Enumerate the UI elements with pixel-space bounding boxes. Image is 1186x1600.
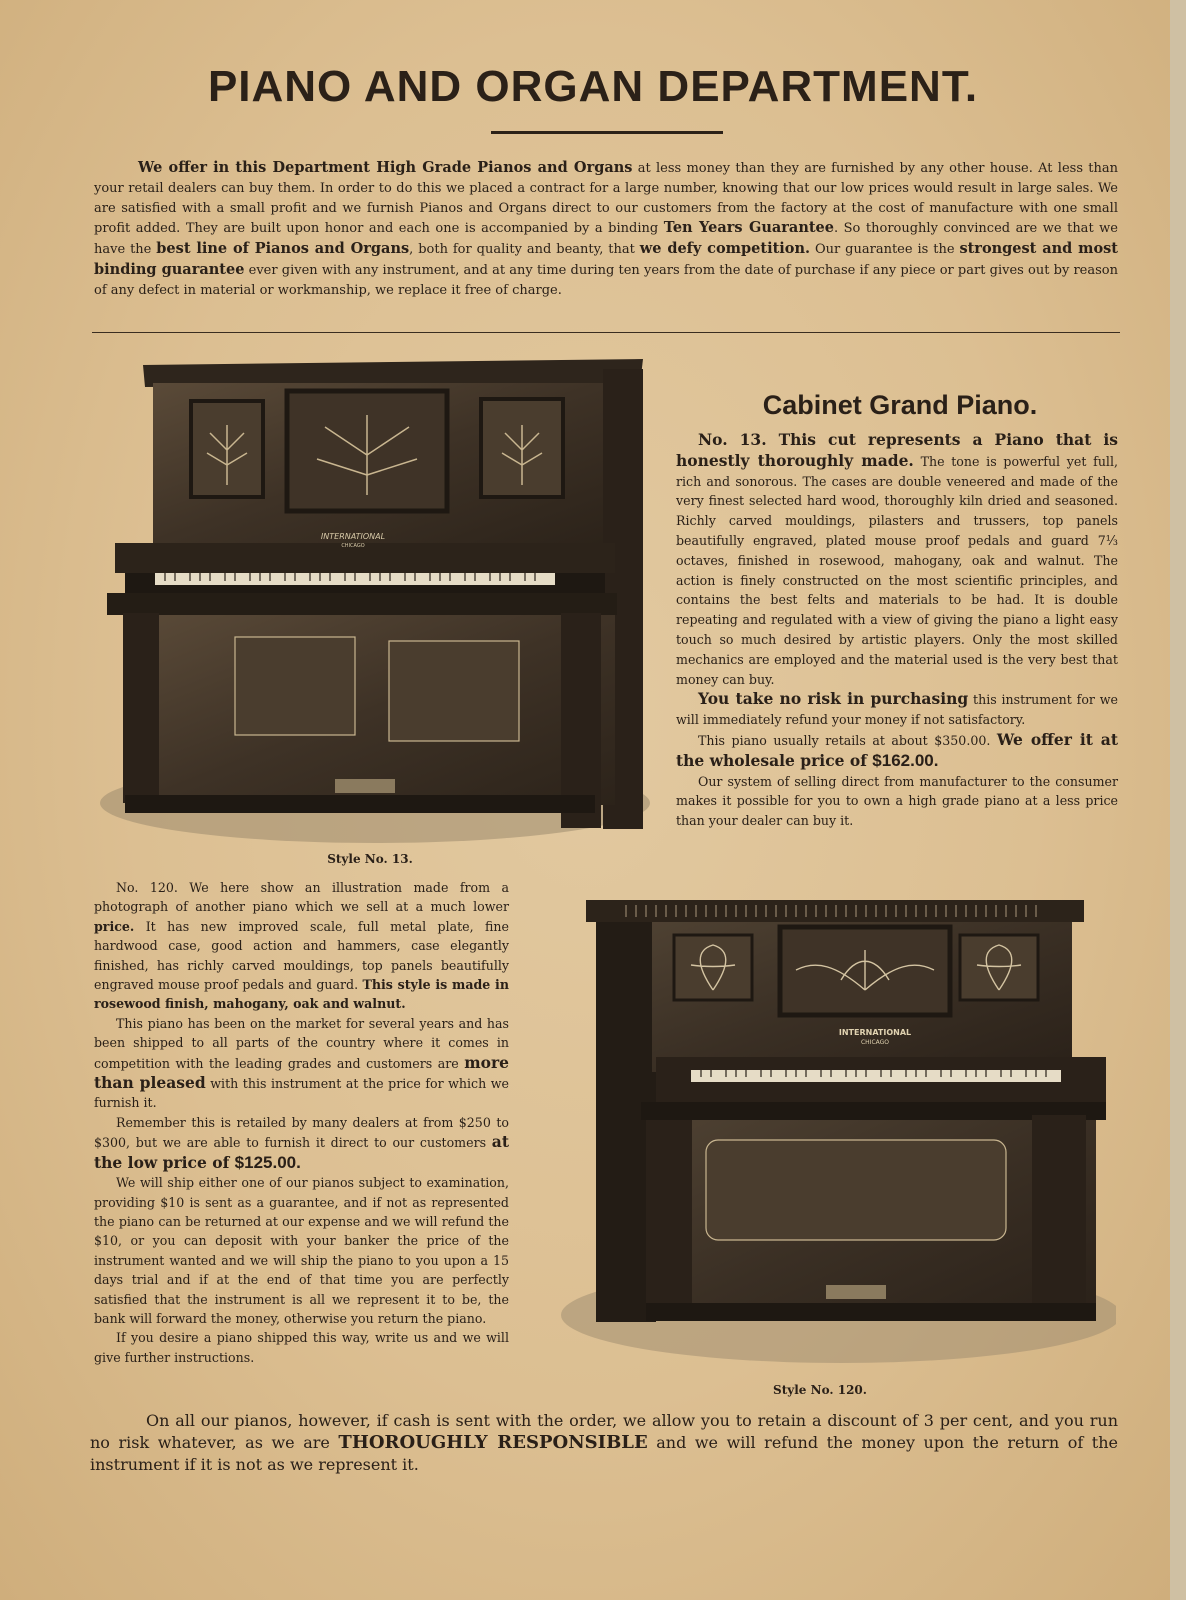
piano-city-120: CHICAGO xyxy=(860,1039,890,1046)
style-13-caption: Style No. 13. xyxy=(327,852,413,866)
cabinet-price: $162.00. xyxy=(872,750,939,770)
style-120-caption: Style No. 120. xyxy=(773,1383,867,1397)
intro-lead: We offer in this Department High Grade Pianos and Organs xyxy=(138,159,633,176)
section-divider xyxy=(92,332,1120,333)
piano-brand-13: INTERNATIONAL xyxy=(320,532,386,541)
title-underline xyxy=(491,131,723,134)
piano-style-120-illustration xyxy=(556,895,1116,1370)
responsible-phrase: THOROUGHLY RESPONSIBLE xyxy=(338,1432,648,1453)
intro-paragraph: We offer in this Department High Grade Pianos and Organs at less money than they are furnished by any other house. At less than your retail dealers can buy them. In order to do this we placed a contract for a large number, knowing that our low prices would result in large sales. We are satisfied with a small profit and we furnish Pianos and Organs direct to our customers from the factory at the cost of manufacture with one small profit added. They are built upon honor and each one is accompanied by a binding Ten Years Guarantee. So thoroughly convinced are we that we have the best line of Pianos and Organs, both for quality and beanty, that we defy competition. Our guarantee is the strongest and most binding guarantee ever given with any instrument, and at any time during ten years from the date of purchase if any piece or part gives out by reason of any defect in material or workmanship, we replace it free of charge. xyxy=(94,159,1118,298)
piano-city-13: CHICAGO xyxy=(341,543,365,549)
piano-style-13-illustration xyxy=(95,355,655,850)
guarantee-phrase: Ten Years Guarantee xyxy=(663,219,835,237)
style-120-price: $125.00. xyxy=(234,1152,301,1172)
style-120-description: No. 120. We here show an illustration made from a photograph of another piano which we sell at a much lower price. It has new improved scale, full metal plate, fine hardwood case, good action and hammers, case elegantly finished, has richly carved mouldings, top panels beautifully engraved mouse proof pedals and guard. This style is made in rosewood finish, mahogany, oak and walnut. This piano has been on the market for several years and has been shipped to all parts of the country where it comes in competition with the leading grades and customers are more than pleased with this instrument at the price for which we furnish it. Remember this is retailed by many dealers at from $250 to $300, but we are able to furnish it direct to our customers at the low price of $125.00. We will ship either one of our pianos subject to examination, providing $10 is sent as a guarantee, and if not as represented the piano can be returned at our expense and we will refund the $10, or you can deposit with your banker the price of the instrument wanted and we will ship the piano to you upon a 15 days trial and if at the end of that time you are perfectly satisfied that the instrument is all we represent it to be, the bank will forward the money, otherwise you return the piano. If you desire a piano shipped this way, write us and we will give further instructions. xyxy=(94,880,509,1365)
footer-paragraph: On all our pianos, however, if cash is sent with the order, we allow you to retain a discount of 3 per cent, and you run no risk whatever, as we are THOROUGHLY RESPONSIBLE and we will refund the money upon the return of the instrument if it is not as we represent it. xyxy=(90,1411,1119,1474)
cabinet-grand-heading: Cabinet Grand Piano. xyxy=(762,390,1038,420)
piano-brand-120: INTERNATIONAL xyxy=(838,1028,912,1037)
cabinet-grand-description: No. 13. This cut represents a Piano that is honestly thoroughly made. The tone is powerful yet full, rich and sonorous. The cases are double veneered and made of the very finest selected hard wood, thoroughly kiln dried and seasoned. Richly carved mouldings, pilasters and trussers, top panels beautifully engraved, plated mouse proof pedals and guard 7⅓ octaves, finished in rosewood, mahogany, oak and walnut. The action is finely constructed on the most scientific principles, and contains the best felts and materials to be had. It is double repeating and regulated with a view of giving the piano a light easy touch so much desired by artistic players. Only the most skilled mechanics are employed and the material used is the very best that money can buy. You take no risk in purchasing this instrument for we will immediately refund your money if not satisfactory. This piano usually retails at about $350.00. We offer it at the wholesale price of $162.00. Our system of selling direct from manufacturer to the consumer makes it possible for you to own a high grade piano at a less price than your dealer can buy it. xyxy=(676,430,1118,829)
page-title: PIANO AND ORGAN DEPARTMENT. xyxy=(207,62,979,111)
